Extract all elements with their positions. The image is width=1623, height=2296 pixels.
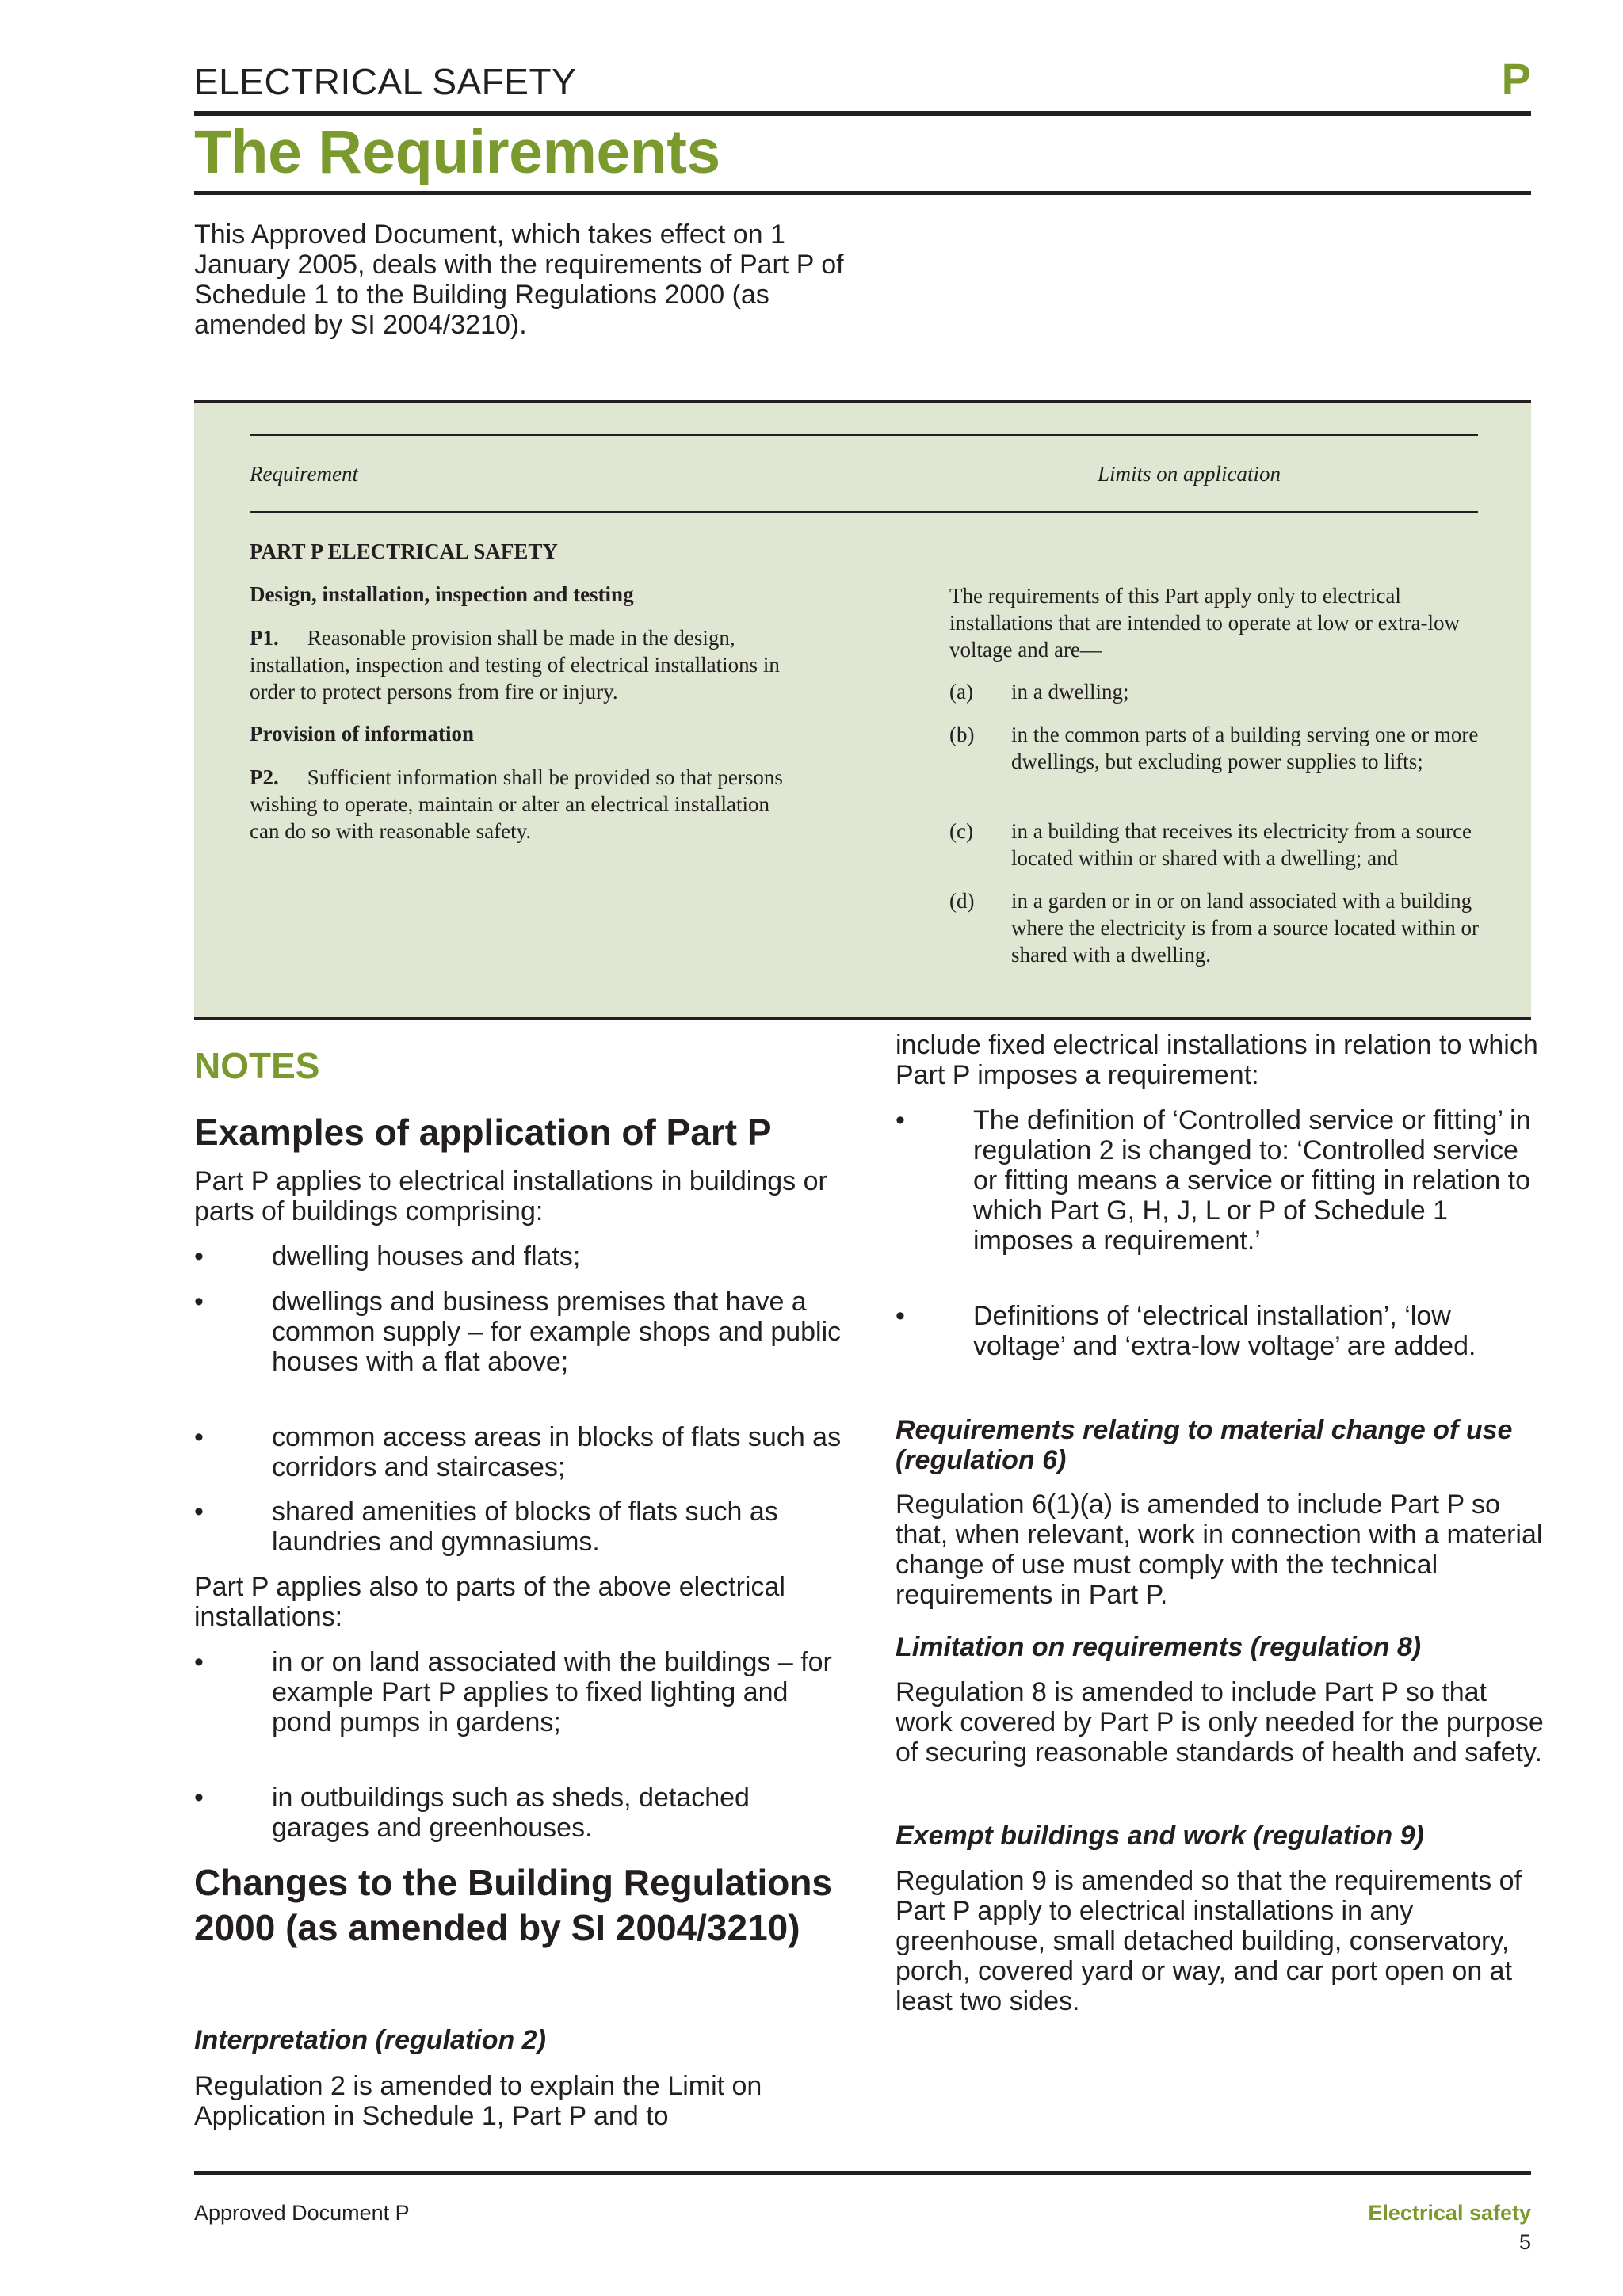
bullet-icon: • [194, 1783, 204, 1813]
limit-item [949, 887, 1504, 968]
examples-intro: Part P applies to electrical installations in buildings or parts of buildings comprising: [194, 1166, 827, 1226]
list-item-text: in outbuildings such as sheds, detached garages and greenhouses. [272, 1783, 750, 1843]
requirement-p1 [250, 624, 804, 705]
column-heading-limits: Limits on application [1098, 462, 1281, 486]
footer-rule [194, 2171, 1531, 2175]
design-heading: Design, installation, inspection and testing [250, 582, 634, 606]
list-item [194, 1422, 844, 1482]
bullet-icon: • [194, 1422, 204, 1452]
material-change-text: Regulation 6(1)(a) is amended to include Part P so that, when relevant, work in connection with a material change of use must comply with the technical requirements in Part P. [896, 1489, 1543, 1610]
bullet-icon: • [194, 1241, 204, 1272]
list-item [896, 1301, 1545, 1361]
changes-heading: Changes to the Building Regulations 2000 (as amended by SI 2004/3210) [194, 1862, 832, 1948]
limit-label: (d) [949, 889, 975, 913]
section-label: ELECTRICAL SAFETY [194, 61, 577, 102]
box-rule-top [250, 434, 1478, 436]
limit-item [949, 818, 1504, 871]
list-item-text: in or on land associated with the buildings – for example Part P applies to fixed lighting and pond pumps in gardens; [272, 1647, 832, 1737]
list-item-text: Definitions of ‘electrical installation’, ‘low voltage’ and ‘extra-low voltage’ are added. [973, 1301, 1476, 1361]
also-intro: Part P applies also to parts of the above electrical installations: [194, 1572, 785, 1632]
p1-text: Reasonable provision shall be made in the design, installation, inspection and testing of electrical installations in order to protect persons from fire or injury. [250, 626, 780, 704]
p1-number: P1. [250, 626, 279, 650]
p2-number: P2. [250, 765, 279, 789]
header-rule [194, 111, 1531, 116]
examples-heading: Examples of application of Part P [194, 1112, 772, 1153]
column-heading-requirement: Requirement [250, 462, 358, 486]
interpretation-text: Regulation 2 is amended to explain the Limit on Application in Schedule 1, Part P and to [194, 2071, 762, 2131]
bullet-icon: • [194, 1497, 204, 1527]
page-title: The Requirements [194, 118, 720, 186]
limit-text: in a building that receives its electricity from a source located within or shared with a dwelling; and [1011, 819, 1472, 870]
list-item [194, 1241, 844, 1272]
limitation-heading: Limitation on requirements (regulation 8) [896, 1632, 1422, 1662]
box-rule-bottom [250, 511, 1478, 513]
list-item-text: The definition of ‘Controlled service or fitting’ in regulation 2 is changed to: ‘Controlled service or fitting means a service or fitting in relation to which Part G, H, J, L or P of Schedule 1 imposes a requirement.’ [973, 1105, 1531, 1256]
list-item-text: dwellings and business premises that have a common supply – for example shops and public houses with a flat above; [272, 1287, 842, 1377]
notes-heading: NOTES [194, 1045, 320, 1086]
list-item [194, 1287, 844, 1377]
interpretation-heading: Interpretation (regulation 2) [194, 2025, 546, 2055]
interpretation-continued: include fixed electrical installations in relation to which Part P imposes a requirement: [896, 1030, 1538, 1090]
title-rule [194, 191, 1531, 195]
bullet-icon: • [896, 1105, 905, 1135]
limit-label: (a) [949, 680, 973, 704]
limits-intro: The requirements of this Part apply only to electrical installations that are intended to operate at low or extra-low voltage and are— [949, 584, 1461, 662]
limit-text: in a dwelling; [1011, 680, 1129, 704]
information-heading: Provision of information [250, 722, 474, 746]
limit-item [949, 721, 1504, 775]
limitation-text: Regulation 8 is amended to include Part P so that work covered by Part P is only needed for the purpose of securing reasonable standards of health and safety. [896, 1677, 1544, 1768]
footer-section-name: Electrical safety [1368, 2201, 1531, 2225]
exempt-text: Regulation 9 is amended so that the requirements of Part P apply to electrical installations in any greenhouse, small detached building, conservatory, porch, covered yard or way, and car port open on at least two sides. [896, 1866, 1522, 2016]
list-item [194, 1783, 844, 1843]
page-number: 5 [1518, 2230, 1531, 2254]
list-item [194, 1647, 844, 1737]
limit-item [949, 678, 1504, 705]
list-item [194, 1497, 844, 1557]
p2-text: Sufficient information shall be provided so that persons wishing to operate, maintain or alter an electrical installation can do so with reasonable safety. [250, 765, 783, 843]
list-item [896, 1105, 1545, 1256]
list-item-text: shared amenities of blocks of flats such as laundries and gymnasiums. [272, 1497, 778, 1557]
part-letter: P [1501, 54, 1531, 104]
bullet-icon: • [194, 1647, 204, 1677]
material-change-heading: Requirements relating to material change of use (regulation 6) [896, 1415, 1513, 1475]
intro-paragraph: This Approved Document, which takes effect on 1 January 2005, deals with the requirements of Part P of Schedule 1 to the Building Regulations 2000 (as amended by SI 2004/3210). [194, 219, 844, 340]
part-heading: PART P ELECTRICAL SAFETY [250, 540, 558, 563]
bullet-icon: • [896, 1301, 905, 1331]
exempt-heading: Exempt buildings and work (regulation 9) [896, 1821, 1424, 1851]
limit-label: (b) [949, 723, 975, 746]
list-item-text: common access areas in blocks of flats such as corridors and staircases; [272, 1422, 842, 1482]
bullet-icon: • [194, 1287, 204, 1317]
list-item-text: dwelling houses and flats; [272, 1241, 581, 1272]
footer-document-name: Approved Document P [194, 2201, 410, 2225]
limit-text: in the common parts of a building serving one or more dwellings, but excluding power supplies to lifts; [1011, 723, 1479, 773]
limit-text: in a garden or in or on land associated with a building where the electricity is from a source located within or shared with a dwelling. [1011, 889, 1480, 967]
requirement-p2 [250, 764, 804, 845]
limit-label: (c) [949, 819, 973, 843]
